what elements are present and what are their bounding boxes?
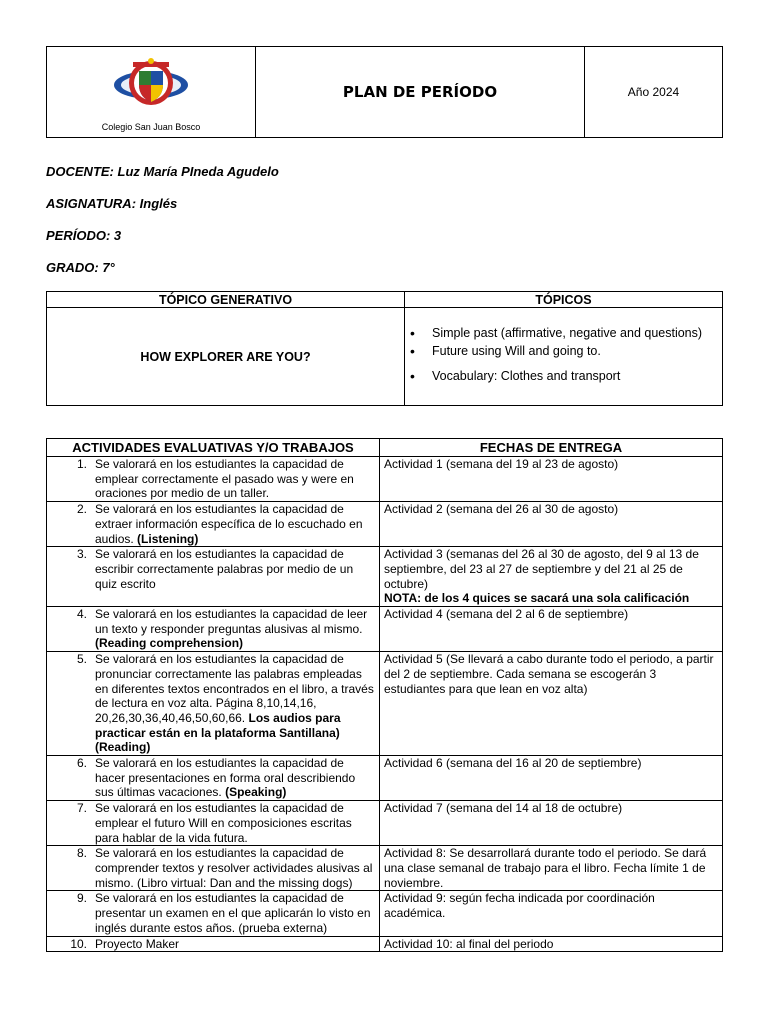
topic-item: • Vocabulary: Clothes and transport: [432, 369, 715, 384]
activity-number: 8.: [76, 846, 87, 861]
activity-text: Se valorará en los estudiantes la capacidad de pronunciar correctamente las palabras empleadas en diferentes textos encontrados en el libro, a través de lectura en voz alta. Página 8,10,14,16, 20,26,30,36,40,46,50,60,66.: [95, 652, 374, 725]
delivery-date: Actividad 7 (semana del 14 al 18 de octubre): [384, 801, 623, 816]
activity-description: [95, 457, 375, 501]
activity-number: 9.: [76, 891, 87, 906]
topics-cell: [405, 308, 723, 406]
activity-text: Se valorará en los estudiantes la capacidad de hacer presentaciones en forma oral describiendo sus últimas vacaciones.: [95, 756, 356, 800]
table-row: [47, 652, 723, 756]
activity-description: [95, 891, 375, 935]
delivery-date-cell: [380, 891, 723, 936]
logo-cell: [47, 47, 256, 138]
table-row: [47, 756, 723, 801]
activity-text: Proyecto Maker: [95, 936, 180, 951]
activity-cell: [47, 502, 380, 547]
activity-text: Se valorará en los estudiantes la capacidad de leer un texto y responder preguntas alusivas al mismo.: [95, 607, 368, 636]
activity-text: Se valorará en los estudiantes la capacidad de presentar un examen en el que aplicarán lo visto en inglés durante estos años. (prueba externa): [95, 891, 371, 935]
activity-cell: [47, 801, 380, 846]
table-row: [47, 936, 723, 952]
activity-skill: (Speaking): [225, 785, 287, 800]
activity-number: 10.: [70, 936, 87, 951]
title-cell: [256, 47, 585, 138]
activity-skill: Los audios para practicar están en la plataforma Santillana) (Reading): [95, 710, 341, 755]
topic-item: • Future using Will and going to.: [432, 344, 715, 359]
delivery-date-cell: [380, 607, 723, 652]
activity-description: [95, 846, 375, 890]
table-row: [47, 607, 723, 652]
activities-table: [46, 438, 723, 952]
activity-number: 4.: [76, 607, 87, 622]
delivery-date: Actividad 8: Se desarrollará durante todo el periodo. Se dará una clase semanal de trabajo para el libro. Fecha límite 1 de noviembre.: [384, 846, 707, 890]
delivery-date-cell: [380, 502, 723, 547]
activity-cell: [47, 891, 380, 936]
delivery-date-cell: [380, 547, 723, 607]
activity-text: Se valorará en los estudiantes la capacidad de emplear el futuro Will en composiciones escritas para hablar de la vida futura.: [95, 801, 352, 845]
activity-text: Se valorará en los estudiantes la capacidad de extraer información específica de lo escuchado en audios.: [95, 502, 363, 546]
table-row: [47, 502, 723, 547]
delivery-date: Actividad 4 (semana del 2 al 6 de septiembre): [384, 607, 629, 622]
grado-line: GRADO: 7°: [46, 260, 115, 275]
year-cell: [585, 47, 723, 138]
delivery-date: Actividad 9: según fecha indicada por coordinación académica.: [384, 891, 655, 921]
table-row: [47, 891, 723, 936]
activity-cell: [47, 607, 380, 652]
activity-number: 6.: [76, 756, 87, 771]
generative-topic: HOW EXPLORER ARE YOU?: [47, 308, 405, 406]
activity-skill: (Listening): [137, 531, 199, 546]
activity-number: 3.: [76, 547, 87, 562]
topic-item: • Simple past (affirmative, negative and questions): [432, 326, 715, 341]
school-name: Colegio San Juan Bosco: [101, 121, 201, 132]
activity-cell: [47, 846, 380, 891]
activity-text: Se valorará en los estudiantes la capacidad de escribir correctamente palabras por medio de un quiz escrito: [95, 547, 354, 591]
delivery-date: Actividad 1 (semana del 19 al 23 de agosto): [384, 457, 619, 471]
periodo-line: PERÍODO: 3: [46, 228, 122, 243]
table-row: [47, 547, 723, 607]
activities-header: ACTIVIDADES EVALUATIVAS Y/O TRABAJOS: [47, 439, 380, 457]
delivery-date-cell: [380, 936, 723, 952]
activity-number: 7.: [76, 801, 87, 816]
activity-cell: [47, 936, 380, 952]
activity-number: 2.: [76, 502, 87, 517]
delivery-date-cell: [380, 846, 723, 891]
activity-skill: (Reading comprehension): [95, 636, 244, 651]
activity-description: [95, 801, 375, 845]
activity-number: 1.: [76, 457, 87, 471]
activity-description: [95, 547, 375, 591]
school-logo-icon: [111, 53, 191, 115]
page-title: PLAN DE PERÍODO: [342, 82, 498, 101]
delivery-date-cell: [380, 652, 723, 756]
docente-line: DOCENTE: Luz María PIneda Agudelo: [46, 164, 279, 179]
table-row: [47, 457, 723, 502]
topics-table: [46, 291, 723, 406]
delivery-date-cell: [380, 756, 723, 801]
activity-cell: [47, 652, 380, 756]
delivery-date: Actividad 2 (semana del 26 al 30 de agosto): [384, 502, 619, 517]
delivery-date: Actividad 10: al final del periodo: [384, 936, 554, 951]
activity-description: [95, 652, 375, 755]
activity-cell: [47, 547, 380, 607]
table-row: [47, 801, 723, 846]
header-table: [46, 46, 723, 138]
activity-number: 5.: [76, 652, 87, 667]
activity-cell: [47, 756, 380, 801]
delivery-note: NOTA: de los 4 quices se sacará una sola calificación: [384, 591, 690, 606]
activity-text: Se valorará en los estudiantes la capacidad de comprender textos y resolver actividades alusivas al mismo. (Libro virtual: Dan and the missing dogs): [95, 846, 373, 890]
dates-header: FECHAS DE ENTREGA: [380, 439, 723, 457]
activity-description: [95, 937, 375, 952]
delivery-date: Actividad 3 (semanas del 26 al 30 de agosto, del 9 al 13 de septiembre, del 23 al 27 de septiembre y del 21 al 25 de octubre): [384, 547, 699, 591]
activity-text: Se valorará en los estudiantes la capacidad de emplear correctamente el pasado was y were en oraciones por medio de un taller.: [95, 457, 354, 501]
delivery-date: Actividad 6 (semana del 16 al 20 de septiembre): [384, 756, 642, 771]
activity-cell: [47, 457, 380, 502]
activities-body: [47, 457, 723, 952]
activity-description: [95, 502, 375, 546]
asignatura-line: ASIGNATURA: Inglés: [46, 196, 178, 211]
topics-list: [406, 326, 721, 384]
generative-topic-header: TÓPICO GENERATIVO: [47, 292, 405, 308]
year-label: Año 2024: [627, 85, 680, 99]
topics-header: TÓPICOS: [405, 292, 723, 308]
table-row: [47, 846, 723, 891]
activity-description: [95, 607, 375, 651]
activity-description: [95, 756, 375, 800]
delivery-date: Actividad 5 (Se llevará a cabo durante todo el periodo, a partir del 2 de septiembre. Cada semana se escogerán 3 estudiantes para que lean en voz alta): [384, 652, 714, 696]
delivery-date-cell: [380, 801, 723, 846]
delivery-date-cell: [380, 457, 723, 502]
